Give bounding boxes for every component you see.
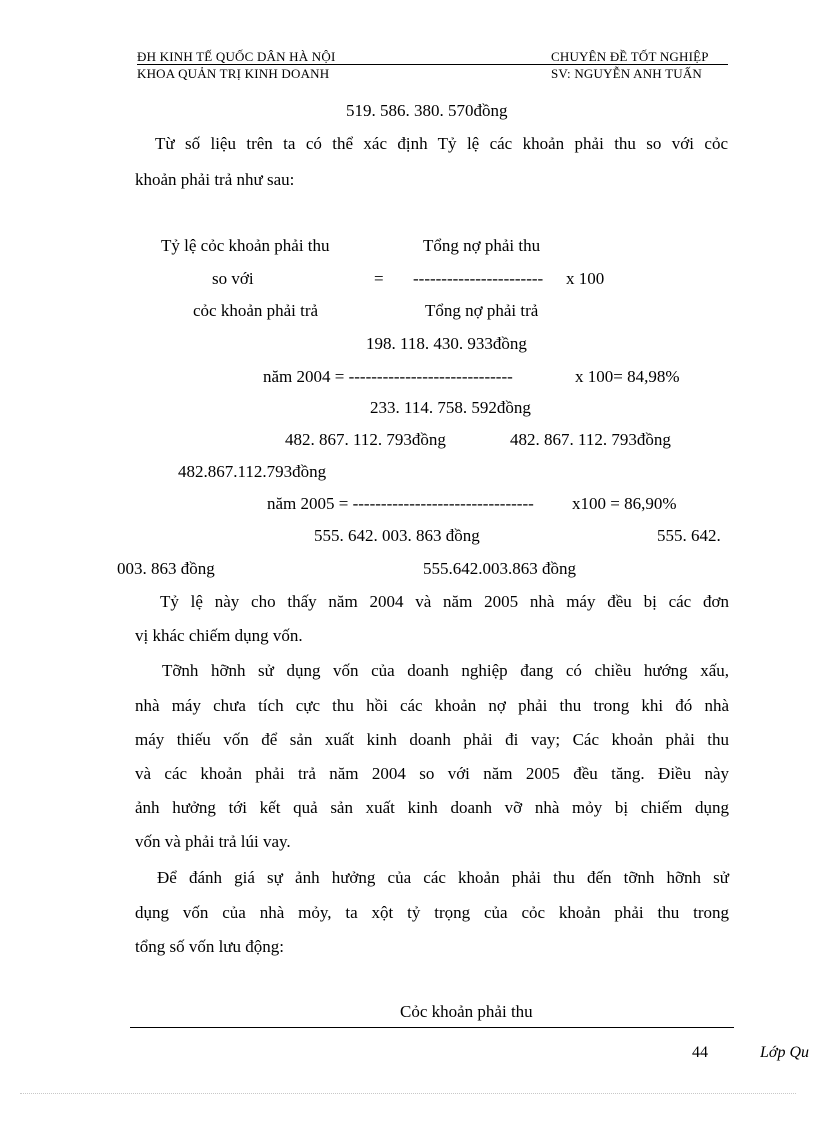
- y2004-label: năm 2004 = -----------------------------: [263, 367, 513, 386]
- page-edge-dotted-line: [20, 1093, 796, 1094]
- page-number: 44: [692, 1044, 708, 1061]
- repeat-b: 482. 867. 112. 793đồng: [510, 430, 671, 449]
- repeat-a: 482. 867. 112. 793đồng: [285, 430, 446, 449]
- y2005-denominator: 555. 642. 003. 863 đồng: [314, 526, 480, 545]
- y2005-result: x100 = 86,90%: [572, 494, 677, 513]
- paragraph-3-line-2: nhà máy chưa tích cực thu hồi các khoản nợ phải thu trong khi đó nhà: [135, 696, 729, 715]
- paragraph-3-line-3: máy thiếu vốn để sản xuất kinh doanh phải đi vay; Các khoản phải thu: [135, 730, 729, 749]
- header-student: SV: NGUYỄN ANH TUẤN: [551, 66, 703, 81]
- header-doc-type: CHUYÊN ĐỀ TỐT NGHIỆP: [551, 49, 709, 64]
- footer-rule: [130, 1027, 734, 1028]
- footer-class-label: Lớp Qu: [760, 1044, 809, 1061]
- paragraph-2-line-2: vị khác chiếm dụng vốn.: [135, 626, 303, 645]
- header-school: ĐH KINH TẾ QUỐC DÂN HÀ NỘI: [137, 49, 336, 64]
- paragraph-2-line-1: Tỷ lệ này cho thấy năm 2004 và năm 2005 nhà máy đều bị các đơn: [160, 592, 729, 611]
- amount-top: 519. 586. 380. 570đồng: [346, 101, 508, 120]
- header-rule: [137, 64, 728, 65]
- last-formula-numerator: Cỏc khoản phải thu: [400, 1002, 533, 1021]
- y2005-split-a: 555. 642.: [657, 526, 721, 545]
- formula-left-2: so với: [212, 269, 254, 288]
- formula-left-3: cỏc khoản phải trả: [193, 301, 319, 320]
- paragraph-1-line-1: Từ số liệu trên ta có thể xác định Tỷ lệ các khoản phải thu so với cỏc: [155, 134, 728, 153]
- paragraph-3-line-1: Tỡnh hỡnh sử dụng vốn của doanh nghiệp đang có chiều hướng xấu,: [162, 661, 729, 680]
- y2005-repeat: 555.642.003.863 đồng: [423, 559, 576, 578]
- formula-left-1: Tỷ lệ cỏc khoản phải thu: [161, 236, 330, 255]
- y2005-split-b: 003. 863 đồng: [117, 559, 215, 578]
- header-faculty: KHOA QUẢN TRỊ KINH DOANH: [137, 66, 330, 81]
- formula-denominator: Tổng nợ phải trả: [425, 301, 539, 320]
- paragraph-4-line-2: dụng vốn của nhà mỏy, ta xột tỷ trọng của cỏc khoản phải thu trong: [135, 903, 729, 922]
- formula-times: x 100: [566, 269, 605, 288]
- paragraph-4-line-1: Để đánh giá sự ảnh hưởng của các khoản phải thu đến tỡnh hỡnh sử: [157, 868, 729, 887]
- formula-numerator: Tổng nợ phải thu: [423, 236, 541, 255]
- y2004-result: x 100= 84,98%: [575, 367, 680, 386]
- paragraph-1-line-2: khoản phải trả như sau:: [135, 170, 295, 189]
- formula-dashes: -----------------------: [413, 269, 544, 288]
- y2005-label: năm 2005 = --------------------------------: [267, 494, 534, 513]
- repeat-c: 482.867.112.793đồng: [178, 462, 327, 481]
- paragraph-3-line-6: vốn và phải trả lúi vay.: [135, 832, 291, 851]
- paragraph-3-line-4: và các khoản phải trả năm 2004 so với năm 2005 đều tăng. Điều này: [135, 764, 729, 783]
- paragraph-4-line-3: tổng số vốn lưu động:: [135, 937, 284, 956]
- paragraph-3-line-5: ảnh hưởng tới kết quả sản xuất kinh doanh vỡ nhà mỏy bị chiếm dụng: [135, 798, 729, 817]
- y2004-denominator: 233. 114. 758. 592đồng: [370, 398, 531, 417]
- y2004-numerator: 198. 118. 430. 933đồng: [366, 334, 527, 353]
- formula-equals: =: [374, 269, 384, 288]
